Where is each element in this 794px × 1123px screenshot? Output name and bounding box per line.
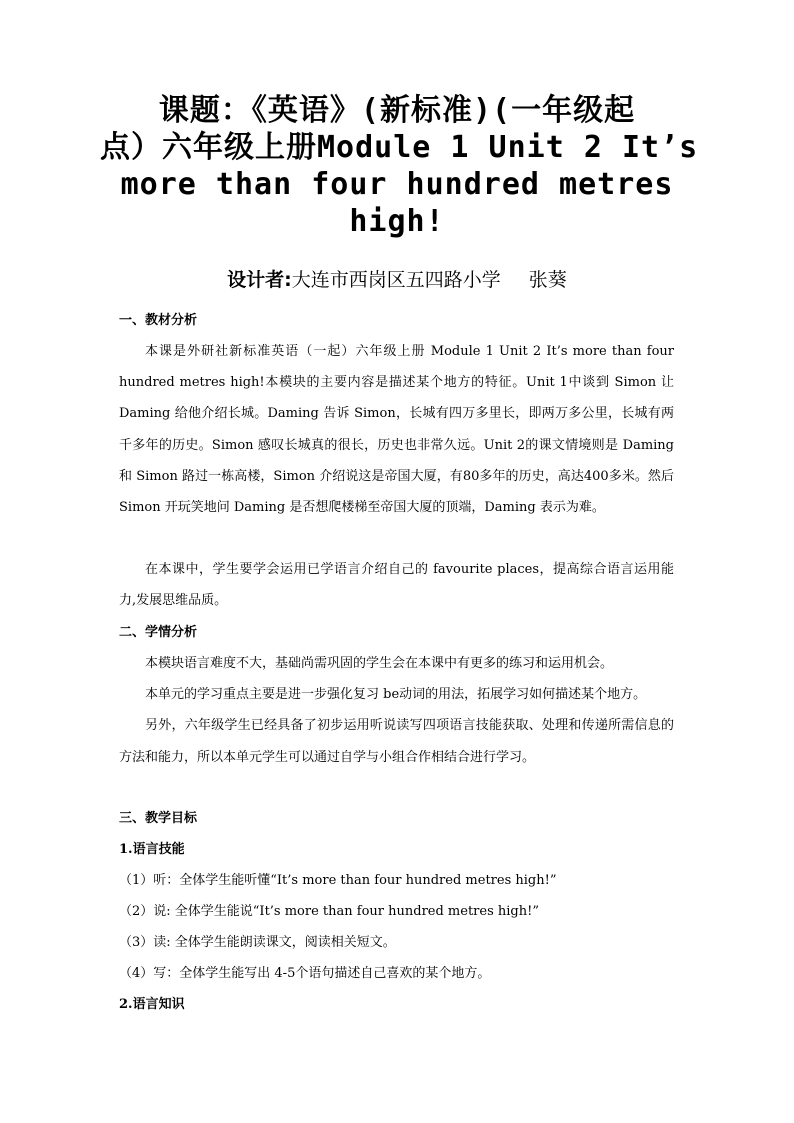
goal-item: （1）听：全体学生能听懂“It’s more than four hundred metres high!” (119, 873, 557, 888)
section-heading-teaching-goals: 三、教学目标 (119, 811, 198, 826)
title-line: 点）六年级上册Module 1 Unit 2 It’s (100, 130, 699, 165)
section-textbook-analysis-body-2 (119, 554, 674, 616)
title-line: more than four hundred metres (120, 167, 674, 202)
designer-line (0, 265, 794, 295)
section-student-analysis-body (119, 648, 674, 773)
paragraph: 本单元的学习重点主要是进一步强化复习 be动词的用法，拓展学习如何描述某个地方。 (145, 687, 647, 703)
section-heading-textbook-analysis: 一、教材分析 (119, 313, 198, 328)
section-textbook-analysis-body (119, 336, 674, 523)
designer-school: 大连市西岗区五四路小学 (291, 269, 501, 291)
designer-name: 张葵 (528, 269, 567, 291)
paragraph: 另外，六年级学生已经具备了初步运用听说读写四项语言技能获取、处理和传递所需信息的方法和能力，所以本单元学生可以通过自学与小组合作相结合进行学习。 (119, 718, 674, 765)
designer-label: 设计者: (227, 269, 292, 291)
goal-item: （2）说: 全体学生能说“It’s more than four hundred metres high!” (119, 904, 539, 919)
subheading-language-skills: 1.语言技能 (119, 842, 185, 857)
paragraph: 在本课中，学生要学会运用已学语言介绍自己的 favourite places，提高综合语言运用能力,发展思维品质。 (119, 562, 674, 609)
paragraph: 本模块语言难度不大，基础尚需巩固的学生会在本课中有更多的练习和运用机会。 (145, 656, 614, 671)
title-line: high! (349, 204, 445, 239)
paragraph: 本课是外研社新标准英语（一起）六年级上册 Module 1 Unit 2 It’s more than four hundred metres high!本模块的主要内容是描述某个地方的特征。Unit 1中谈到 Simon 让 Daming 给他介绍长城。Daming 告诉 Simon，长城有四万多里长，即两万多公里，长城有两千多年的历史。Simon 感叹长城真的很长，历史也非常久远。Unit 2的课文情境则是 Daming 和 Simon 路过一栋高楼，Simon 介绍说这是帝国大厦，有80多年的历史，高达400多米。然后 Simon 开玩笑地问 Daming 是否想爬楼梯至帝国大厦的顶端，Daming 表示为难。 (119, 344, 674, 516)
lesson-title (100, 92, 699, 240)
goal-item: （4）写：全体学生能写出 4-5个语句描述自己喜欢的某个地方。 (119, 966, 491, 981)
title-line: 课题：《英语》(新标准)(一年级起 (158, 93, 636, 128)
goal-item: （3）读: 全体学生能朗读课文，阅读相关短文。 (119, 935, 396, 950)
section-heading-student-analysis: 二、学情分析 (119, 625, 198, 640)
subheading-language-knowledge: 2.语言知识 (119, 997, 185, 1012)
